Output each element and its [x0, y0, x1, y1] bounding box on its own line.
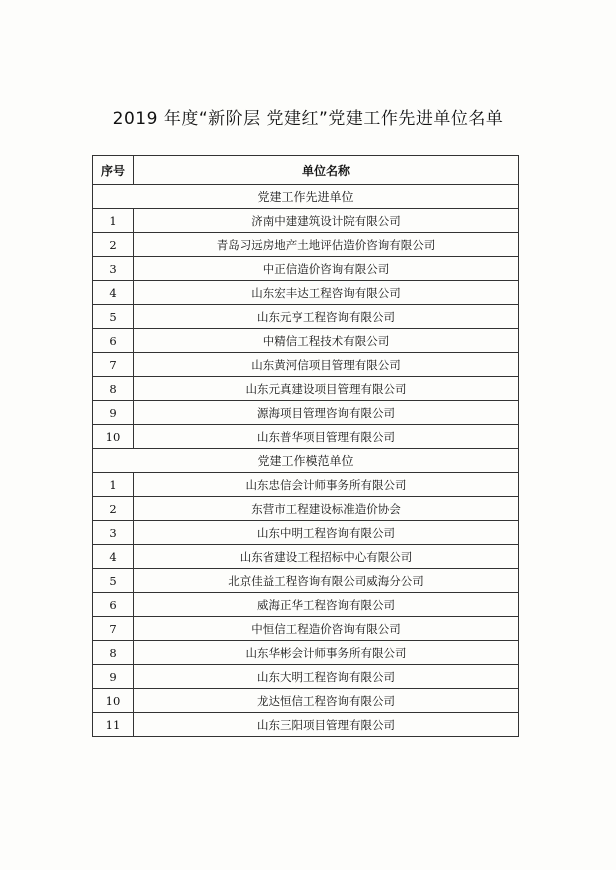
- row-unit-name: 山东省建设工程招标中心有限公司: [134, 545, 519, 569]
- table-row: [93, 209, 519, 233]
- table-row: [93, 713, 519, 737]
- row-unit-name: 山东三阳项目管理有限公司: [134, 713, 519, 737]
- row-index: 2: [93, 497, 134, 521]
- row-unit-name: 山东普华项目管理有限公司: [134, 425, 519, 449]
- table-row: [93, 641, 519, 665]
- table-row: [93, 689, 519, 713]
- row-index: 10: [93, 425, 134, 449]
- row-unit-name: 济南中建建筑设计院有限公司: [134, 209, 519, 233]
- table-header-row: [93, 156, 519, 185]
- row-index: 10: [93, 689, 134, 713]
- table-body: [93, 185, 519, 737]
- row-unit-name: 山东元真建设项目管理有限公司: [134, 377, 519, 401]
- row-unit-name: 山东宏丰达工程咨询有限公司: [134, 281, 519, 305]
- row-index: 5: [93, 305, 134, 329]
- row-index: 9: [93, 401, 134, 425]
- table-row: [93, 497, 519, 521]
- table-row: [93, 257, 519, 281]
- unit-list-table: [92, 155, 519, 737]
- column-header-unit-name: 单位名称: [134, 156, 519, 185]
- row-index: 2: [93, 233, 134, 257]
- row-index: 1: [93, 209, 134, 233]
- row-index: 7: [93, 617, 134, 641]
- row-index: 7: [93, 353, 134, 377]
- row-index: 4: [93, 545, 134, 569]
- column-header-index: 序号: [93, 156, 134, 185]
- section-header-row: [93, 185, 519, 209]
- table-row: [93, 425, 519, 449]
- row-unit-name: 山东忠信会计师事务所有限公司: [134, 473, 519, 497]
- row-index: 3: [93, 521, 134, 545]
- table-row: [93, 473, 519, 497]
- row-unit-name: 山东黄河信项目管理有限公司: [134, 353, 519, 377]
- row-index: 4: [93, 281, 134, 305]
- row-unit-name: 山东大明工程咨询有限公司: [134, 665, 519, 689]
- row-index: 6: [93, 329, 134, 353]
- table-row: [93, 569, 519, 593]
- row-unit-name: 威海正华工程咨询有限公司: [134, 593, 519, 617]
- row-index: 1: [93, 473, 134, 497]
- table-row: [93, 593, 519, 617]
- table-row: [93, 665, 519, 689]
- row-unit-name: 中正信造价咨询有限公司: [134, 257, 519, 281]
- table-row: [93, 521, 519, 545]
- row-unit-name: 中恒信工程造价咨询有限公司: [134, 617, 519, 641]
- row-unit-name: 青岛习远房地产土地评估造价咨询有限公司: [134, 233, 519, 257]
- table-row: [93, 353, 519, 377]
- table-row: [93, 377, 519, 401]
- row-unit-name: 北京佳益工程咨询有限公司威海分公司: [134, 569, 519, 593]
- document-title: 2019 年度“新阶层 党建红”党建工作先进单位名单: [112, 109, 504, 129]
- row-unit-name: 山东中明工程咨询有限公司: [134, 521, 519, 545]
- table-row: [93, 305, 519, 329]
- row-unit-name: 山东华彬会计师事务所有限公司: [134, 641, 519, 665]
- row-index: 8: [93, 377, 134, 401]
- table-row: [93, 281, 519, 305]
- row-unit-name: 山东元亨工程咨询有限公司: [134, 305, 519, 329]
- table-row: [93, 233, 519, 257]
- row-index: 5: [93, 569, 134, 593]
- table-row: [93, 329, 519, 353]
- section-title: 党建工作模范单位: [93, 449, 519, 473]
- row-index: 8: [93, 641, 134, 665]
- table-row: [93, 545, 519, 569]
- row-unit-name: 东营市工程建设标准造价协会: [134, 497, 519, 521]
- table-row: [93, 617, 519, 641]
- row-index: 6: [93, 593, 134, 617]
- row-unit-name: 源海项目管理咨询有限公司: [134, 401, 519, 425]
- row-unit-name: 中精信工程技术有限公司: [134, 329, 519, 353]
- row-index: 9: [93, 665, 134, 689]
- section-title: 党建工作先进单位: [93, 185, 519, 209]
- row-index: 3: [93, 257, 134, 281]
- section-header-row: [93, 449, 519, 473]
- row-unit-name: 龙达恒信工程咨询有限公司: [134, 689, 519, 713]
- row-index: 11: [93, 713, 134, 737]
- table-row: [93, 401, 519, 425]
